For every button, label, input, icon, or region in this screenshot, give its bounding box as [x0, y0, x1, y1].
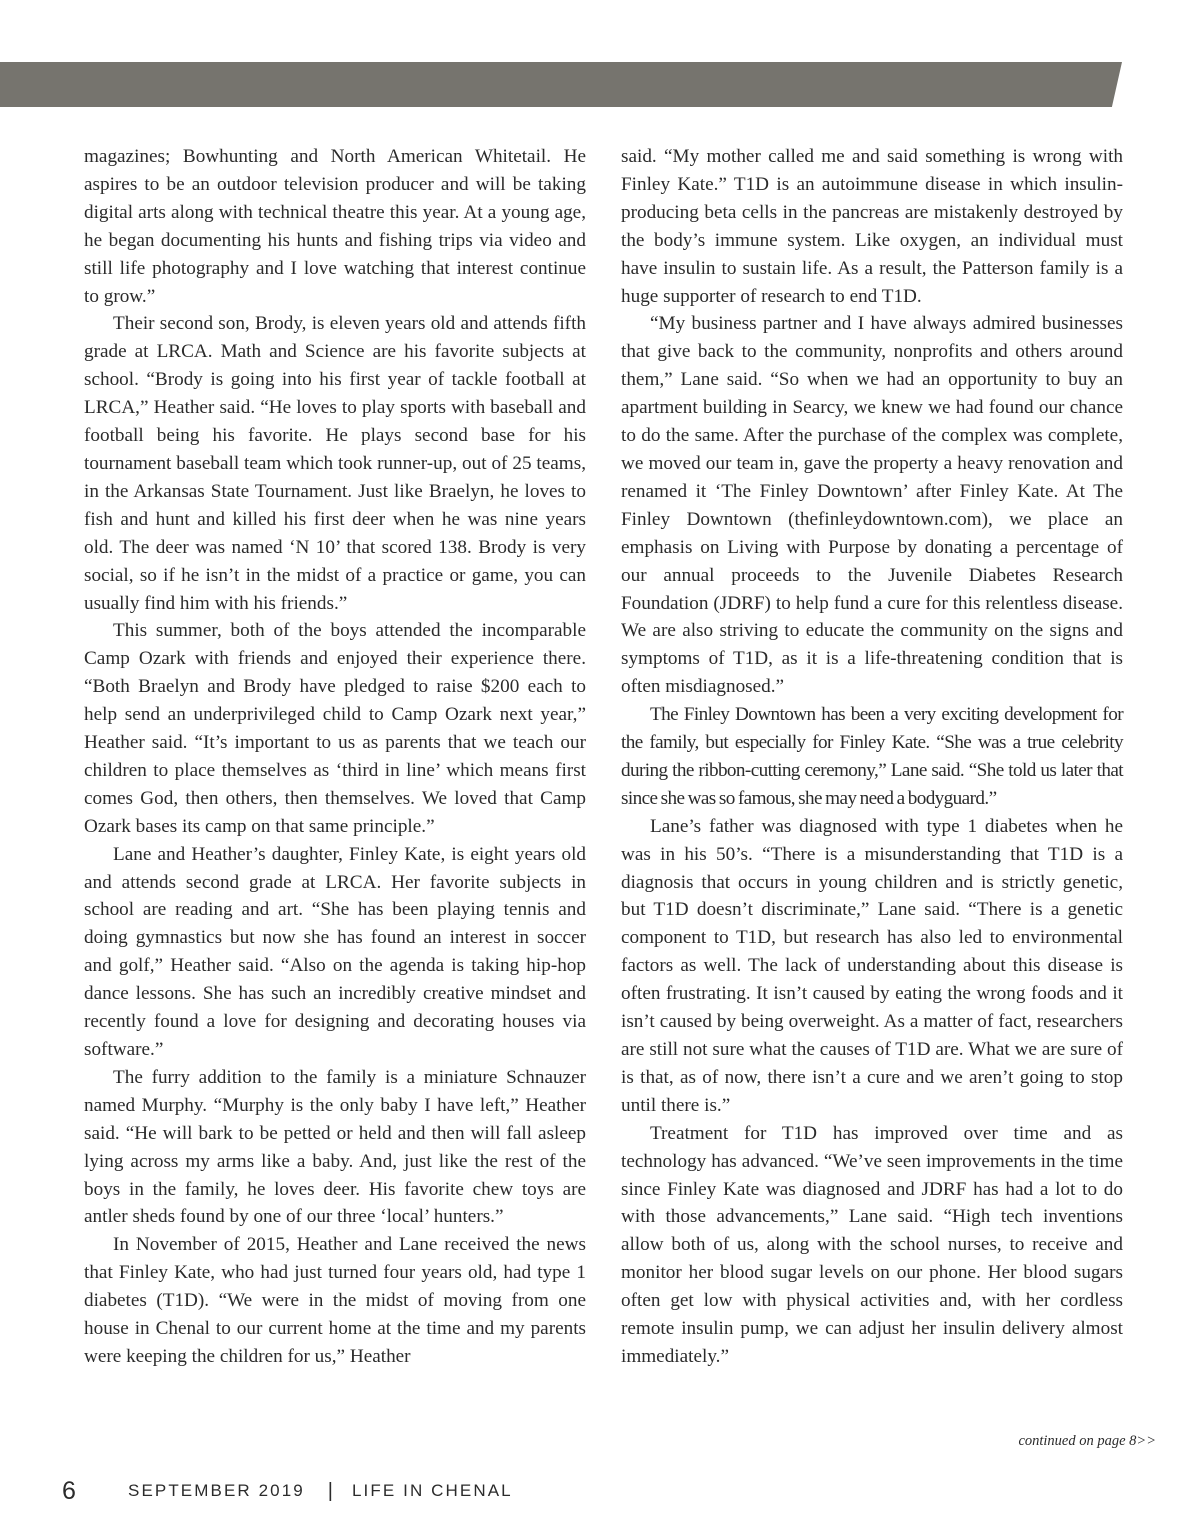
- paragraph: magazines; Bowhunting and North American Whitetail. He aspires to be an outdoor television producer and will be taking digital arts along with technical theatre this year. At a young age, he began documenting his hunts and fishing trips via video and still life photography and I love watching that interest continue to grow.”: [84, 146, 586, 307]
- paragraph: This summer, both of the boys attended the incomparable Camp Ozark with friends and enjoyed their experience there. “Both Braelyn and Brody have pledged to raise $200 each to help send an underprivileged child to Camp Ozark next year,” Heather said. “It’s important to us as parents that we teach our children to place themselves as ‘third in line’ which means first comes God, then others, then themselves. We loved that Camp Ozark bases its camp on that same principle.”: [84, 620, 586, 837]
- paragraph: Their second son, Brody, is eleven years old and attends fifth grade at LRCA. Math and Science are his favorite subjects at school. “Brody is going into his first year of tackle football at LRCA,” Heather said. “He loves to play sports with baseball and football being his favorite. He plays second base for his tournament baseball team which took runner-up, out of 25 teams, in the Arkansas State Tournament. Just like Braelyn, he loves to fish and hunt and killed his first deer when he was nine years old. The deer was named ‘N 10’ that scored 138. Brody is very social, so if he isn’t in the midst of a practice or game, you can usually find him with his friends.”: [84, 313, 586, 614]
- article-column-left: [84, 143, 586, 1371]
- paragraph: Lane and Heather’s daughter, Finley Kate, is eight years old and attends second grade at LRCA. Her favorite subjects in school are reading and art. “She has been playing tennis and doing gymnastics but now she has found an interest in soccer and golf,” Heather said. “Also on the agenda is taking hip-hop dance lessons. She has such an incredibly creative mindset and recently found a love for designing and decorating houses via software.”: [84, 843, 586, 1060]
- footer-separator: |: [327, 1479, 333, 1502]
- paragraph: Lane’s father was diagnosed with type 1 diabetes when he was in his 50’s. “There is a misunderstanding that T1D is a diagnosis that occurs in young children and is strictly genetic, but T1D doesn’t discriminate,” Lane said. “There is a genetic component to T1D, but research has also led to environmental factors as well. The lack of understanding about this disease is often frustrating. It isn’t caused by eating the wrong foods and it isn’t caused by being overweight. As a matter of fact, researchers are still not sure what the causes of T1D are. What we are sure of is that, as of now, there isn’t a cure and we aren’t going to stop until there is.”: [621, 815, 1123, 1116]
- publication-name: LIFE IN CHENAL: [352, 1481, 513, 1500]
- paragraph: Treatment for T1D has improved over time and as technology has advanced. “We’ve seen improvements in the time since Finley Kate was diagnosed and JDRF has had a lot to do with those advancements,” Lane said. “High tech inventions allow both of us, along with the school nurses, to receive and monitor her blood sugar levels on our phone. Her blood sugars often get low with physical activities and, with her cordless remote insulin pump, we can adjust her insulin delivery almost immediately.”: [621, 1122, 1123, 1367]
- paragraph: “My business partner and I have always admired businesses that give back to the community, nonprofits and others around them,” Lane said. “So when we had an opportunity to buy an apartment building in Searcy, we knew we had found our chance to do the same. After the purchase of the complex was complete, we moved our team in, gave the property a heavy renovation and renamed it ‘The Finley Downtown’ after Finley Kate. At The Finley Downtown (thefinleydowntown.com), we place an emphasis on Living with Purpose by donating a percentage of our annual proceeds to the Juvenile Diabetes Research Foundation (JDRF) to help fund a cure for this relentless disease. We are also striving to educate the community on the signs and symptoms of T1D, as it is a life-threatening condition that is often misdiagnosed.”: [621, 313, 1123, 698]
- page-footer: [62, 1474, 513, 1508]
- issue-date: SEPTEMBER 2019: [128, 1481, 305, 1500]
- paragraph: In November of 2015, Heather and Lane received the news that Finley Kate, who had just turned four years old, had type 1 diabetes (T1D). “We were in the midst of moving from one house in Chenal to our current home at the time and my parents were keeping the children for us,” Heather: [84, 1234, 586, 1367]
- paragraph: said. “My mother called me and said something is wrong with Finley Kate.” T1D is an autoimmune disease in which insulin-producing beta cells in the pancreas are mistakenly destroyed by the body’s immune system. Like oxygen, an individual must have insulin to sustain life. As a result, the Patterson family is a huge supporter of research to end T1D.: [621, 146, 1123, 307]
- paragraph: The Finley Downtown has been a very exciting development for the family, but especially for Finley Kate. “She was a true celebrity during the ribbon-cutting ceremony,” Lane said. “She told us later that since she was so famous, she may need a bodyguard.”: [621, 704, 1123, 809]
- article-column-right: [621, 143, 1123, 1371]
- paragraph: The furry addition to the family is a miniature Schnauzer named Murphy. “Murphy is the only baby I have left,” Heather said. “He will bark to be petted or held and then will fall asleep lying across my arms like a baby. And, just like the rest of the boys in the family, he loves deer. His favorite chew toys are antler sheds found by one of our three ‘local’ hunters.”: [84, 1066, 586, 1228]
- page-number: 6: [62, 1476, 76, 1505]
- header-bar: [0, 62, 1122, 107]
- continued-note: continued on page 8>>: [1018, 1433, 1156, 1449]
